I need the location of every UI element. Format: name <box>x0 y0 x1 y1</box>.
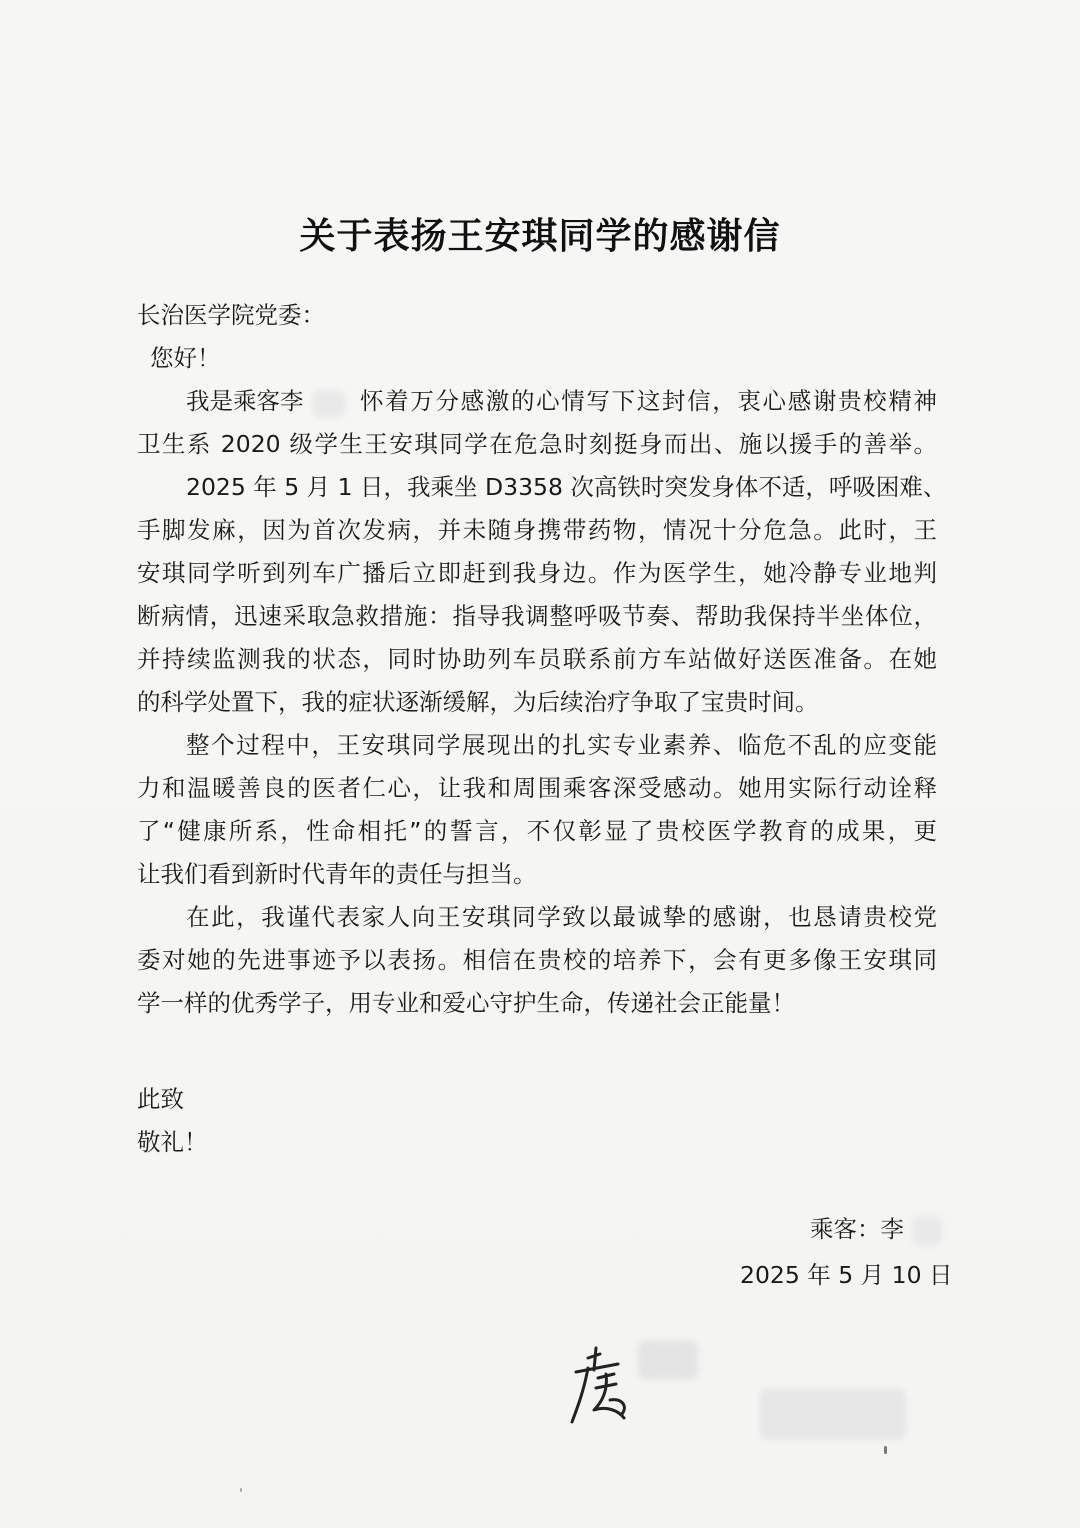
redaction-blur <box>912 1216 942 1246</box>
sign-date: 2025 年 5 月 10 日 <box>740 1261 953 1289</box>
redaction-blur <box>312 390 346 418</box>
body-line: 委对她的先进事迹予以表扬。相信在贵校的培养下，会有更多像王安琪同 <box>137 946 937 974</box>
body-line: 怀着万分感激的心情写下这封信，衷心感谢贵校精神 <box>360 387 937 415</box>
closing-line-1: 此致 <box>137 1085 184 1113</box>
body-line: 学一样的优秀学子，用专业和爱心守护生命，传递社会正能量！ <box>137 989 795 1017</box>
signer-name: 乘客：李 <box>810 1215 904 1243</box>
body-line: 在此，我谨代表家人向王安琪同学致以最诚挚的感谢，也恳请贵校党 <box>186 903 937 931</box>
ink-mark <box>240 1488 242 1492</box>
recipient-line: 长治医学院党委： <box>137 301 325 329</box>
body-line: 力和温暖善良的医者仁心，让我和周围乘客深受感动。她用实际行动诠释 <box>137 774 937 802</box>
greeting-line: 您好！ <box>150 344 221 372</box>
body-line: 卫生系 2020 级学生王安琪同学在危急时刻挺身而出、施以援手的善举。 <box>137 430 937 458</box>
body-line: 我是乘客李 <box>186 387 304 415</box>
redaction-blur <box>638 1340 698 1380</box>
body-line: 手脚发麻，因为首次发病，并未随身携带药物，情况十分危急。此时，王 <box>137 516 937 544</box>
redaction-blur <box>760 1388 906 1440</box>
body-line: 的科学处置下，我的症状逐渐缓解，为后续治疗争取了宝贵时间。 <box>137 688 819 716</box>
body-line: 了“健康所系，性命相托”的誓言，不仅彰显了贵校医学教育的成果，更 <box>137 817 937 845</box>
body-line: 整个过程中，王安琪同学展现出的扎实专业素养、临危不乱的应变能 <box>186 731 937 759</box>
closing-line-2: 敬礼！ <box>137 1128 208 1156</box>
body-line: 2025 年 5 月 1 日，我乘坐 D3358 次高铁时突发身体不适，呼吸困难、 <box>186 473 947 501</box>
body-line: 并持续监测我的状态，同时协助列车员联系前方车站做好送医准备。在她 <box>137 645 937 673</box>
body-line: 断病情，迅速采取急救措施：指导我调整呼吸节奏、帮助我保持半坐体位， <box>137 602 937 630</box>
body-line: 安琪同学听到列车广播后立即赶到我身边。作为医学生，她冷静专业地判 <box>137 559 937 587</box>
body-line: 让我们看到新时代青年的责任与担当。 <box>137 860 537 888</box>
ink-mark <box>884 1446 887 1454</box>
letter-title: 关于表扬王安琪同学的感谢信 <box>299 216 781 257</box>
